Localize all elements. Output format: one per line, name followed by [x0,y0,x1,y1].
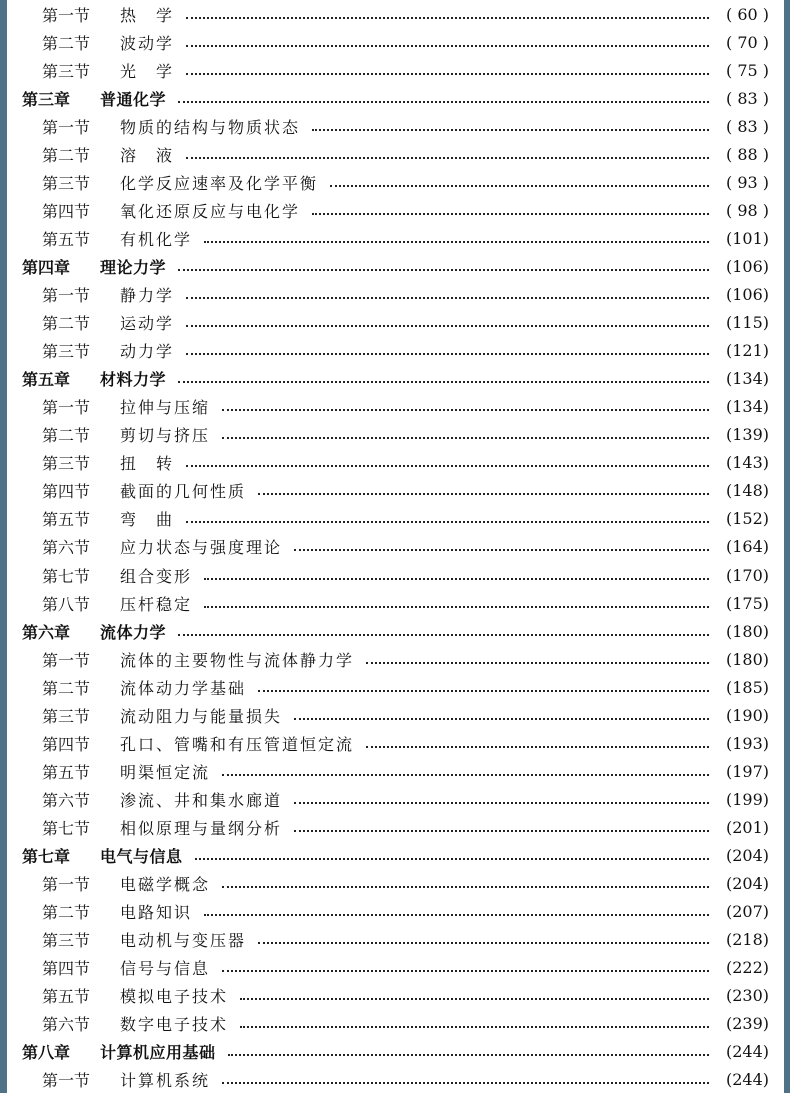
section-title: 流动阻力与能量损失 [120,706,283,726]
section-number: 第二节 [42,903,91,923]
dot-leader [222,773,709,776]
page-number: ( 83 ) [725,116,769,136]
dot-leader [178,100,709,103]
dot-leader [178,633,709,636]
dot-leader [195,857,709,860]
dot-leader [204,577,709,580]
page-number: (193) [725,733,769,753]
dot-leader [294,717,709,720]
chapter-title: 电气与信息 [100,847,183,866]
section-title: 电磁学概念 [120,875,211,895]
dot-leader [186,520,709,523]
page-number: (180) [725,649,769,669]
toc-section-row[interactable] [7,196,784,224]
section-number: 第五节 [42,229,91,249]
toc-section-row[interactable] [7,0,784,28]
section-title: 模拟电子技术 [120,987,229,1007]
page-number: (190) [725,705,769,725]
page-number: (101) [725,228,769,248]
page-number: (134) [725,369,769,389]
section-title: 流体动力学基础 [120,678,247,698]
dot-leader [222,969,709,972]
dot-leader [222,885,709,888]
section-number: 第二节 [42,33,91,53]
section-number: 第二节 [42,426,91,446]
toc-section-row[interactable] [7,309,784,337]
chapter-number: 第五章 [22,370,71,390]
dot-leader [186,324,709,327]
page-number: (201) [725,817,769,837]
section-number: 第三节 [42,342,91,362]
section-title: 弯 曲 [120,510,175,530]
toc-section-row[interactable] [7,870,784,898]
dot-leader [294,801,709,804]
chapter-title: 流体力学 [100,622,167,642]
section-title: 运动学 [120,314,175,334]
toc-section-row[interactable] [7,813,784,841]
section-number: 第六节 [42,1015,91,1035]
toc-section-row[interactable] [7,393,784,421]
section-number: 第四节 [42,734,91,754]
section-title: 拉伸与压缩 [120,398,211,418]
section-title: 截面的几何性质 [120,482,247,502]
chapter-number: 第三章 [22,89,71,109]
chapter-title: 计算机应用基础 [100,1043,216,1063]
toc-chapter-row[interactable] [7,1038,784,1066]
dot-leader [294,829,709,832]
toc-section-row[interactable] [7,729,784,757]
section-number: 第二节 [42,314,91,334]
section-number: 第五节 [42,987,91,1007]
section-title: 化学反应速率及化学平衡 [120,173,319,193]
page-number: ( 98 ) [725,200,769,220]
page-number: ( 88 ) [725,144,769,164]
chapter-number: 第八章 [22,1043,71,1063]
page-number: (244) [725,1070,769,1090]
page-number: (204) [725,874,769,894]
page-number: (230) [725,986,769,1006]
dot-leader [330,184,709,187]
chapter-number: 第六章 [22,622,71,642]
section-number: 第一节 [42,875,91,895]
section-title: 扭 转 [120,454,175,474]
toc-section-row[interactable] [7,589,784,617]
dot-leader [366,745,709,748]
toc-section-row[interactable] [7,757,784,785]
section-title: 波动学 [120,33,175,53]
dot-leader [204,240,709,243]
section-number: 第六节 [42,538,91,558]
section-number: 第三节 [42,706,91,726]
toc-chapter-row[interactable] [7,842,784,870]
section-title: 溶 液 [120,145,175,165]
toc-section-row[interactable] [7,561,784,589]
toc-section-row[interactable] [7,477,784,505]
page-number: (106) [725,285,769,304]
dot-leader [312,212,709,215]
dot-leader [312,128,709,131]
dot-leader [294,548,709,551]
page-number: (180) [725,621,769,641]
page-number: (244) [725,1042,769,1062]
section-number: 第七节 [42,566,91,586]
section-number: 第五节 [42,510,91,530]
section-number: 第七节 [42,818,91,838]
page-number: (139) [725,425,769,445]
section-number: 第四节 [42,482,91,502]
section-title: 渗流、井和集水廊道 [120,790,283,810]
page-number: (143) [725,453,769,473]
toc-section-row[interactable] [7,701,784,729]
section-number: 第二节 [42,145,91,165]
toc-chapter-row[interactable] [7,365,784,393]
section-number: 第三节 [42,61,91,81]
dot-leader [366,661,709,664]
section-number: 第二节 [42,678,91,698]
toc-section-row[interactable] [7,449,784,477]
section-number: 第一节 [42,398,91,418]
section-title: 数字电子技术 [120,1015,229,1035]
toc-chapter-row[interactable] [7,252,784,280]
dot-leader [222,408,709,411]
toc-section-row[interactable] [7,421,784,449]
toc-section-row[interactable] [7,281,784,309]
dot-leader [204,913,709,916]
page-number: (170) [725,565,769,585]
toc-section-row[interactable] [7,533,784,561]
toc-section-row[interactable] [7,140,784,168]
section-title: 物质的结构与物质状态 [120,117,301,137]
toc-section-row[interactable] [7,505,784,533]
page-number: ( 70 ) [725,32,769,52]
section-title: 电动机与变压器 [120,931,247,951]
toc-section-row[interactable] [7,168,784,196]
section-title: 流体的主要物性与流体静力学 [120,650,355,670]
chapter-title: 材料力学 [100,370,167,390]
toc-page [7,0,784,1093]
page-number: (207) [725,902,769,922]
toc-section-row[interactable] [7,1066,784,1093]
dot-leader [258,941,709,944]
dot-leader [258,492,709,495]
dot-leader [186,464,709,467]
dot-leader [204,605,709,608]
section-number: 第八节 [42,594,91,614]
page-number: (204) [725,846,769,865]
section-number: 第三节 [42,454,91,474]
page-number: ( 60 ) [725,4,769,24]
page-number: (115) [725,313,769,333]
section-title: 明渠恒定流 [120,762,211,782]
section-number: 第一节 [42,1071,91,1091]
section-number: 第四节 [42,959,91,979]
section-title: 光 学 [120,61,175,81]
section-number: 第四节 [42,201,91,221]
section-title: 信号与信息 [120,959,211,979]
page-number: (134) [725,397,769,417]
page-number: (106) [725,256,769,276]
toc-section-row[interactable] [7,112,784,140]
section-title: 电路知识 [120,903,193,923]
chapter-title: 理论力学 [100,257,167,277]
section-number: 第一节 [42,286,91,305]
dot-leader [186,16,709,19]
section-number: 第六节 [42,790,91,810]
section-number: 第一节 [42,5,91,25]
dot-leader [228,1053,709,1056]
dot-leader [240,1025,709,1028]
toc-section-row[interactable] [7,954,784,982]
section-number: 第三节 [42,931,91,951]
section-title: 计算机系统 [120,1071,211,1091]
toc-section-row[interactable] [7,785,784,813]
dot-leader [186,44,709,47]
section-title: 组合变形 [120,566,193,586]
dot-leader [222,436,709,439]
page-number: (222) [725,958,769,978]
section-title: 应力状态与强度理论 [120,538,283,558]
toc-section-row[interactable] [7,898,784,926]
section-title: 孔口、管嘴和有压管道恒定流 [120,734,355,754]
page-number: (148) [725,481,769,501]
page-number: (185) [725,677,769,697]
page-number: (121) [725,341,769,361]
dot-leader [178,380,709,383]
toc-section-row[interactable] [7,1010,784,1038]
page-number: (239) [725,1014,769,1034]
dot-leader [258,689,709,692]
page-number: (175) [725,593,769,613]
section-title: 热 学 [120,5,175,25]
section-number: 第一节 [42,117,91,137]
dot-leader [186,72,709,75]
toc-section-row[interactable] [7,56,784,84]
page-number: ( 83 ) [725,88,769,108]
page-number: (199) [725,789,769,809]
section-title: 动力学 [120,342,175,362]
section-title: 有机化学 [120,229,193,249]
toc-chapter-row[interactable] [7,84,784,112]
section-title: 相似原理与量纲分析 [120,818,283,838]
chapter-title: 普通化学 [100,89,167,109]
section-number: 第五节 [42,762,91,782]
dot-leader [240,997,709,1000]
section-title: 静力学 [120,286,175,305]
dot-leader [186,352,709,355]
page-number: (218) [725,930,769,950]
section-title: 剪切与挤压 [120,426,211,446]
section-number: 第一节 [42,650,91,670]
chapter-number: 第四章 [22,257,71,277]
page-number: ( 93 ) [725,172,769,192]
page-number: (152) [725,509,769,529]
dot-leader [186,156,709,159]
page-number: ( 75 ) [725,60,769,80]
chapter-number: 第七章 [22,847,71,866]
dot-leader [178,268,709,271]
toc-section-row[interactable] [7,645,784,673]
toc-section-row[interactable] [7,982,784,1010]
toc-section-row[interactable] [7,28,784,56]
toc-section-row[interactable] [7,224,784,252]
page-number: (197) [725,761,769,781]
toc-section-row[interactable] [7,337,784,365]
dot-leader [222,1081,709,1084]
dot-leader [186,296,709,299]
section-title: 压杆稳定 [120,594,193,614]
section-number: 第三节 [42,173,91,193]
page-number: (164) [725,537,769,557]
toc-chapter-row[interactable] [7,617,784,645]
toc-section-row[interactable] [7,926,784,954]
toc-section-row[interactable] [7,673,784,701]
section-title: 氧化还原反应与电化学 [120,201,301,221]
